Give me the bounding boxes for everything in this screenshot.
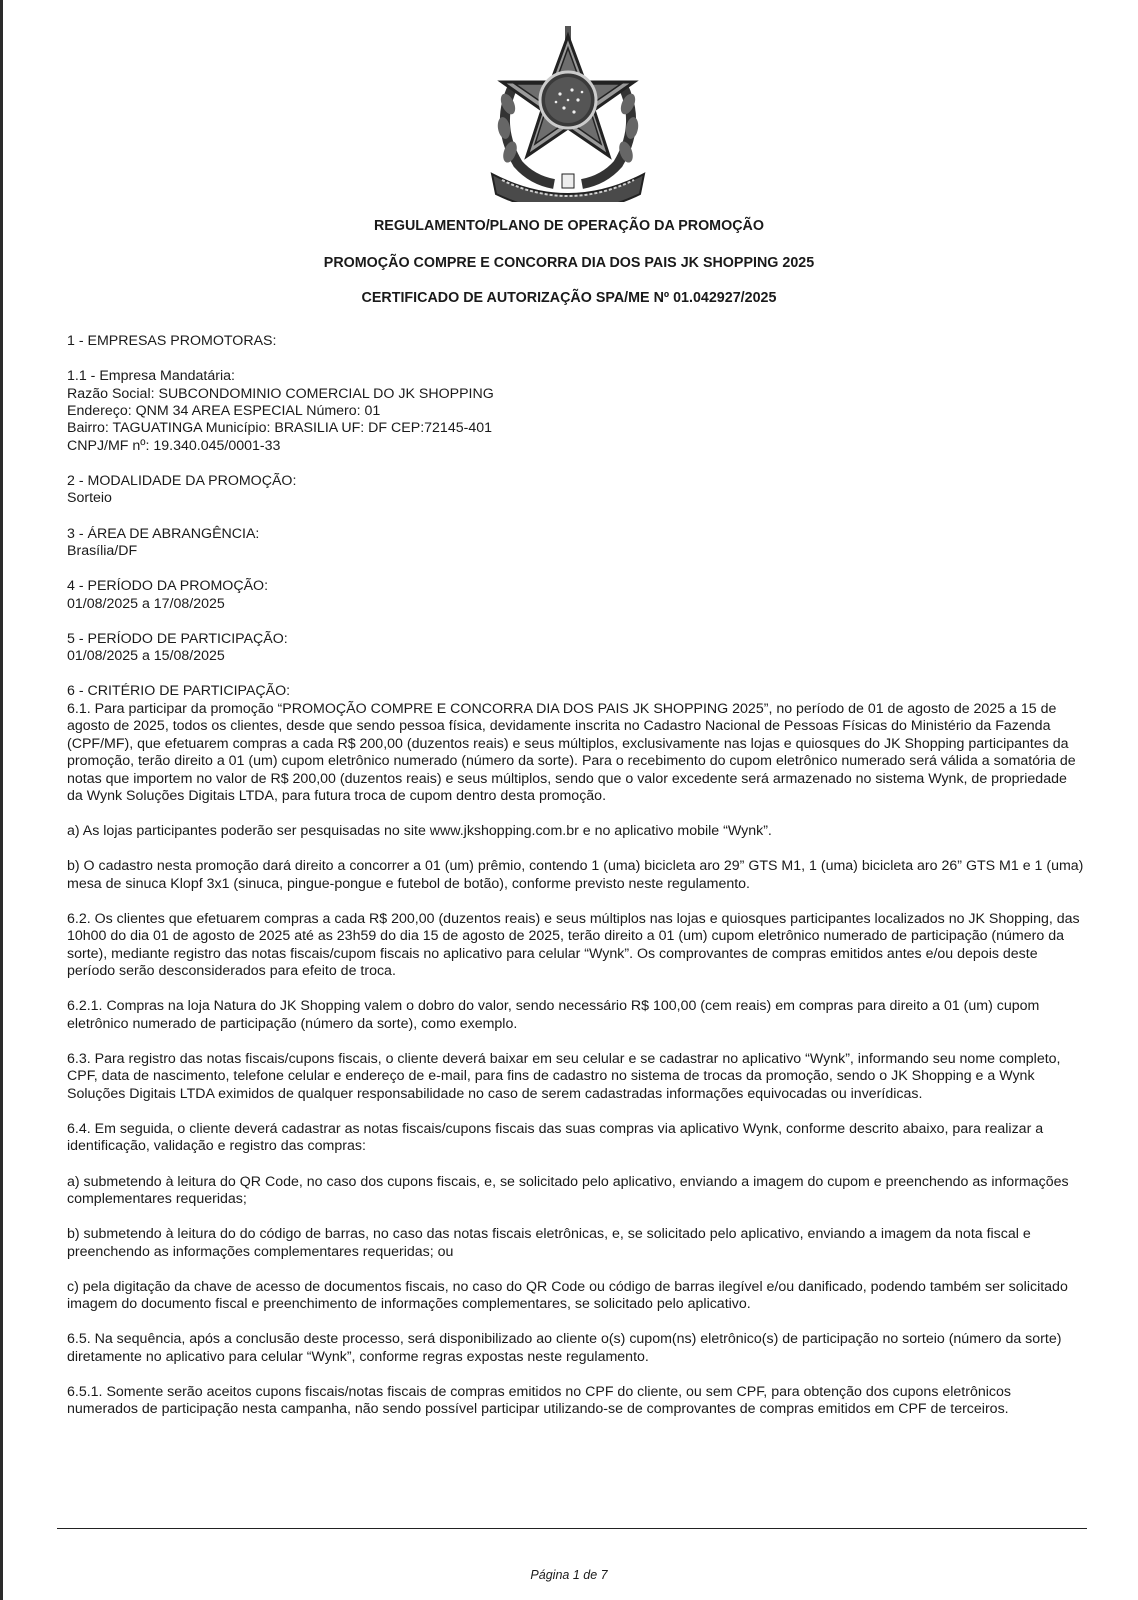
- footer-divider: [57, 1528, 1087, 1529]
- section-3-heading: 3 - ÁREA DE ABRANGÊNCIA:: [67, 525, 260, 542]
- company-cnpj: CNPJ/MF nº: 19.340.045/0001-33: [67, 437, 281, 454]
- company-district: Bairro: TAGUATINGA Município: BRASILIA UF: DF CEP:72145-401: [67, 420, 492, 437]
- clause-6-1-b: b) O cadastro nesta promoção dará direito a concorrer a 01 (um) prêmio, contendo 1 (uma) bicicleta aro 29” GTS M1, 1 (uma) bicicleta aro 26” GTS M1 e 1 (uma) mesa de sinuca Klopf 3x1 (sinuca, pingue-pongue e futebol de botão), conforme previsto neste regulamento.: [67, 858, 1084, 892]
- clause-6-4-c: c) pela digitação da chave de acesso de documentos fiscais, no caso do QR Code ou código de barras ilegível e/ou danificado, podendo também ser solicitado imagem do documento fiscal e preenchimento de informações complementares, se solicitado pelo aplicativo.: [67, 1278, 1068, 1313]
- section-6-intro: [67, 683, 1085, 805]
- clause-6-3: 6.3. Para registro das notas fiscais/cupons fiscais, o cliente deverá baixar em seu celular e se cadastrar no aplicativo “Wynk”, informando seu nome completo, CPF, data de nascimento, telefone celular e endereço de e-mail, para fins de cadastro no sistema de trocas da promoção, sendo o JK Shopping e a Wynk Soluções Digitais LTDA eximidos de qualquer responsabilidade no caso de serem cadastradas informações equivocadas ou inverídicas.: [67, 1050, 1061, 1102]
- clause-6-1: 6.1. Para participar da promoção “PROMOÇÃO COMPRE E CONCORRA DIA DOS PAIS JK SHOPPING 2025”, no período de 01 de agosto de 2025 a 15 de agosto de 2025, todos os clientes, desde que sendo pessoa física, devidamente inscrita no Cadastro Nacional de Pessoas Físicas do Ministério da Fazenda (CPF/MF), que efetuarem compras a cada R$ 200,00 (duzentos reais) e seus múltiplos, exclusivamente nas lojas e quiosques do JK Shopping participantes da promoção, terão direito a 01 (um) cupom eletrônico numerado (número da sorte). Para o recebimento do cupom eletrônico numerado será válida a somatória de notas que importem no valor de R$ 200,00 (duzentos reais) e seus múltiplos, sendo que o valor excedente será armazenado no sistema Wynk, de propriedade da Wynk Soluções Digitais LTDA, para futura troca de cupom dentro desta promoção.: [67, 700, 1076, 804]
- section-3: [67, 526, 1085, 561]
- section-5: [67, 631, 1085, 666]
- section-5-value: 01/08/2025 a 15/08/2025: [67, 648, 225, 665]
- clause-6-4: 6.4. Em seguida, o cliente deverá cadastrar as notas fiscais/cupons fiscais das suas compras via aplicativo Wynk, conforme descrito abaixo, para realizar a identificação, validação e registro das compras:: [67, 1120, 1044, 1155]
- section-3-value: Brasília/DF: [67, 543, 138, 560]
- section-4-heading: 4 - PERÍODO DA PROMOÇÃO:: [67, 578, 269, 595]
- clause-6-5-1: 6.5.1. Somente serão aceitos cupons fiscais/notas fiscais de compras emitidos no CPF do cliente, ou sem CPF, para obtenção dos cupons eletrônicos numerados de participação nesta campanha, não sendo possível participar utilizando-se de comprovantes de compras emitidos em CPF de terceiros.: [67, 1384, 1011, 1418]
- document-title: REGULAMENTO/PLANO DE OPERAÇÃO DA PROMOÇÃO: [373, 218, 764, 234]
- section-2-value: Sorteio: [67, 490, 112, 507]
- regulation-body: [67, 333, 1085, 1437]
- clause-6-1-a: a) As lojas participantes poderão ser pesquisadas no site www.jkshopping.com.br e no aplicativo mobile “Wynk”.: [67, 823, 772, 840]
- company-subheading: 1.1 - Empresa Mandatária:: [67, 368, 235, 385]
- company-block: [67, 368, 1085, 455]
- section-2-heading: 2 - MODALIDADE DA PROMOÇÃO:: [67, 473, 297, 490]
- clause-6-4-b: b) submetendo à leitura do do código de barras, no caso das notas fiscais eletrônicas, e, se solicitado pelo aplicativo, enviando a imagem da nota fiscal e preenchendo as informações complementares requeridas; ou: [67, 1226, 1031, 1260]
- coat-of-arms-seal: [484, 24, 652, 202]
- page-number: Página 1 de 7: [530, 1568, 608, 1582]
- section-4: [67, 578, 1085, 613]
- section-5-heading: 5 - PERÍODO DE PARTICIPAÇÃO:: [67, 630, 288, 647]
- clause-6-5: 6.5. Na sequência, após a conclusão deste processo, será disponibilizado ao cliente o(s) cupom(ns) eletrônico(s) de participação no sorteio (número da sorte) diretamente no aplicativo para celular “Wynk”, conforme regras expostas neste regulamento.: [67, 1331, 1062, 1365]
- section-1-heading: 1 - EMPRESAS PROMOTORAS:: [67, 333, 277, 349]
- company-name: Razão Social: SUBCONDOMINIO COMERCIAL DO JK SHOPPING: [67, 385, 494, 402]
- clause-6-2: 6.2. Os clientes que efetuarem compras a cada R$ 200,00 (duzentos reais) e seus múltiplos nas lojas e quiosques participantes localizados no JK Shopping, das 10h00 do dia 01 de agosto de 2025 até as 23h59 do dia 15 de agosto de 2025, terão direito a 01 (um) cupom eletrônico numerado de participação (número da sorte), mediante registro das notas fiscais/cupom fiscais no aplicativo para celular “Wynk”. Os comprovantes de compras emitidos antes e/ou depois deste período serão desconsiderados para efeito de troca.: [67, 910, 1080, 980]
- promotion-title: PROMOÇÃO COMPRE E CONCORRA DIA DOS PAIS JK SHOPPING 2025: [323, 255, 815, 271]
- certificate-title: CERTIFICADO DE AUTORIZAÇÃO SPA/ME Nº 01.042927/2025: [361, 290, 777, 306]
- clause-6-4-a: a) submetendo à leitura do QR Code, no caso dos cupons fiscais, e, se solicitado pelo aplicativo, enviando a imagem do cupom e preenchendo as informações complementares requeridas;: [67, 1173, 1069, 1207]
- company-address: Endereço: QNM 34 AREA ESPECIAL Número: 01: [67, 403, 381, 420]
- section-4-value: 01/08/2025 a 17/08/2025: [67, 595, 225, 612]
- clause-6-2-1: 6.2.1. Compras na loja Natura do JK Shopping valem o dobro do valor, sendo necessário R$ 100,00 (cem reais) em compras para direito a 01 (um) cupom eletrônico numerado de participação (número da sorte), como exemplo.: [67, 998, 1040, 1032]
- page-left-edge: [0, 0, 3, 1600]
- section-2: [67, 473, 1085, 508]
- section-6-heading: 6 - CRITÉRIO DE PARTICIPAÇÃO:: [67, 683, 291, 700]
